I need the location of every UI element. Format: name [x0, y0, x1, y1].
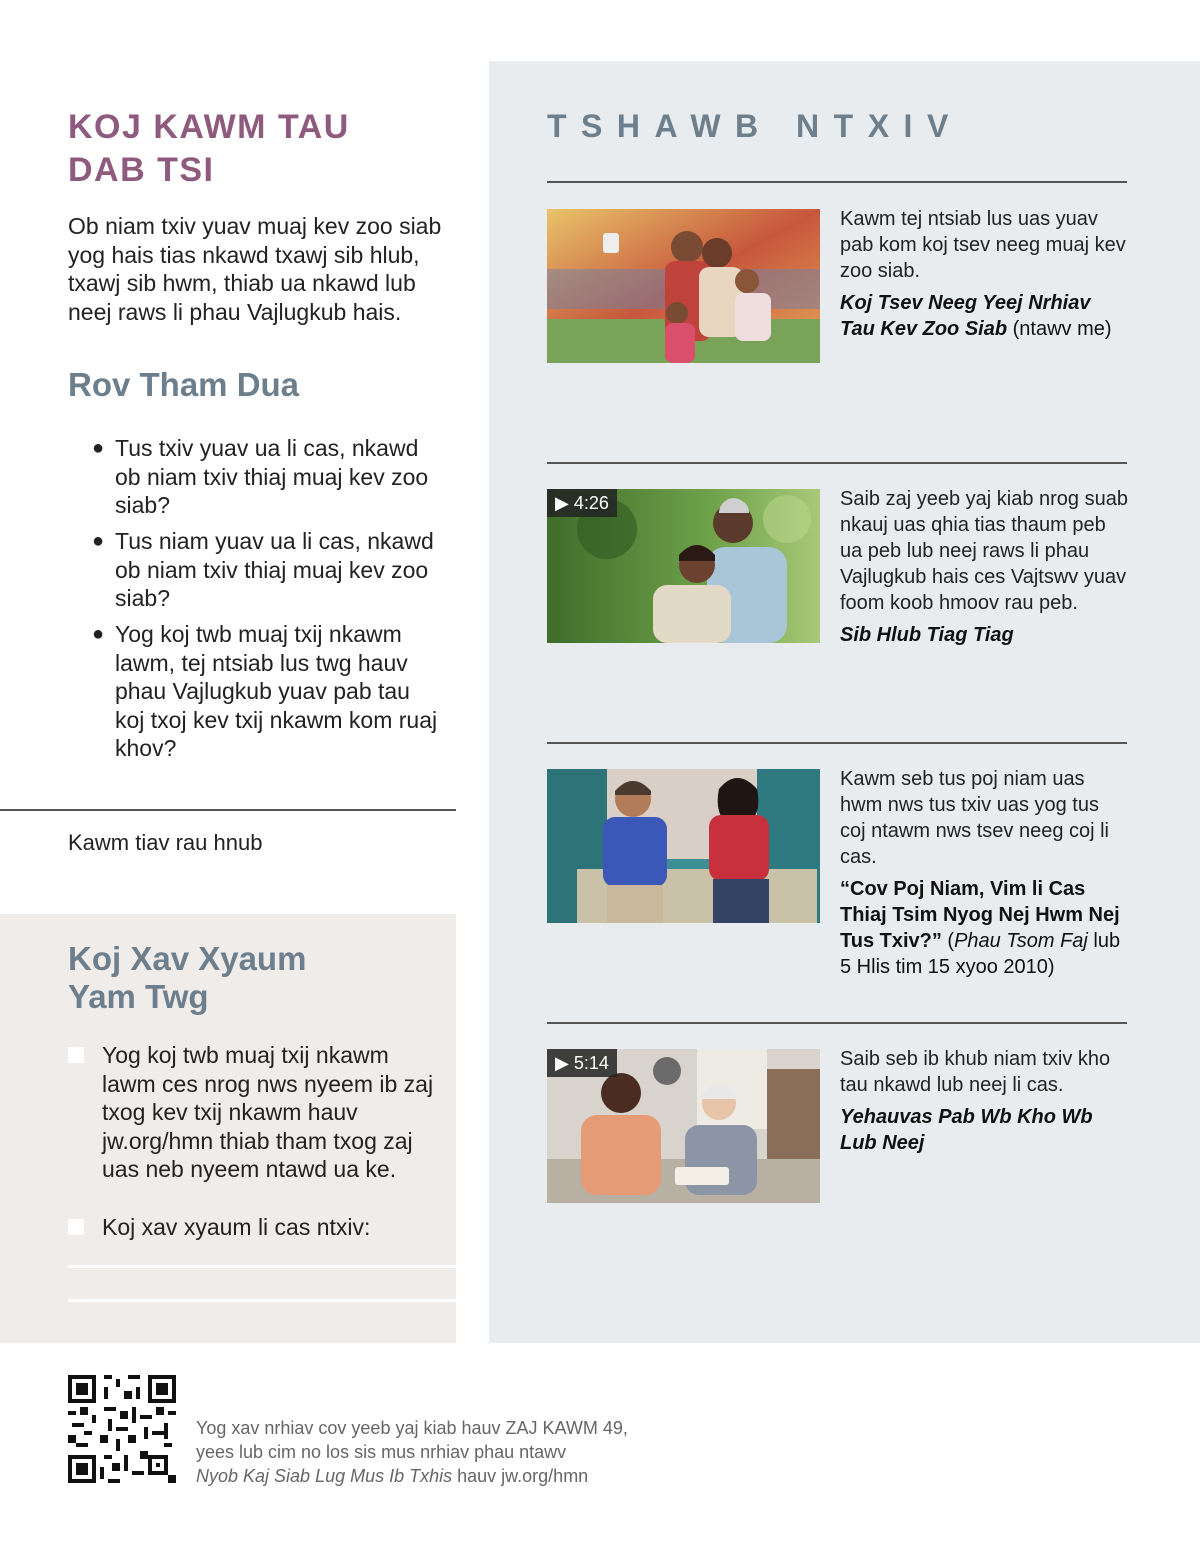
explore-item — [840, 1046, 1130, 1156]
learned-title — [68, 106, 448, 192]
review-item — [92, 620, 442, 763]
try-item — [68, 1213, 438, 1242]
footer-line3: hauv jw.org/hmn — [452, 1466, 589, 1486]
checkbox[interactable] — [68, 1047, 84, 1063]
reference-title[interactable]: Sib Hlub Tiag Tiag — [840, 624, 1014, 646]
divider — [547, 462, 1127, 464]
write-in-line[interactable] — [68, 1299, 456, 1302]
item-reference[interactable] — [840, 876, 1130, 980]
review-item-text: Yog koj twb muaj txij nkawm lawm, tej ntsiab lus twg hauv phau Vajlugkub yuav pab tau koj txoj kev txij nkawm kom ruaj khov? — [115, 621, 438, 761]
qr-code-icon[interactable] — [68, 1375, 176, 1483]
review-item — [92, 434, 442, 520]
reference-suffix: (ntawv me) — [1007, 318, 1112, 340]
try-title-line2: Yam Twg — [68, 978, 209, 1015]
video-duration: ▶ 5:14 — [547, 1049, 617, 1077]
divider — [547, 1022, 1127, 1024]
footer-book-title[interactable]: Nyob Kaj Siab Lug Mus Ib Txhis — [196, 1466, 453, 1486]
learned-title-line2: DAB TSI — [68, 151, 215, 189]
explore-item — [840, 206, 1130, 342]
footer-line2: yees lub cim no los sis mus nrhiav phau ntawv — [196, 1442, 567, 1462]
try-title — [68, 940, 428, 1016]
item-description: Saib seb ib khub niam txiv kho tau nkawd lub neej li cas. — [840, 1048, 1111, 1096]
explore-item — [840, 486, 1130, 648]
review-item-text: Tus niam yuav ua li cas, nkawd ob niam txiv thiaj muaj kev zoo siab? — [115, 528, 434, 611]
family-selfie-photo[interactable] — [547, 209, 820, 363]
couple-reading-bible-photo[interactable] — [547, 1049, 820, 1203]
try-title-line1: Koj Xav Xyaum — [68, 940, 307, 977]
item-reference[interactable] — [840, 290, 1130, 342]
divider — [0, 809, 456, 811]
reference-source: Phau Tsom Faj — [954, 930, 1088, 952]
duration-text: 5:14 — [573, 1053, 609, 1073]
couple-talking-photo[interactable] — [547, 769, 820, 923]
video-duration: ▶ 4:26 — [547, 489, 617, 517]
reference-title[interactable]: Koj Tsev Neeg Yeej Nrhiav Tau Kev Zoo Siab — [840, 292, 1091, 340]
item-description: Kawm tej ntsiab lus uas yuav pab kom koj tsev neeg muaj kev zoo siab. — [840, 208, 1126, 282]
reference-title[interactable]: “Cov Poj Niam, Vim li Cas Thiaj Tsim Nyog Nej Hwm Nej Tus Txiv?” — [840, 878, 1120, 952]
try-item-text: Koj xav xyaum li cas ntxiv: — [102, 1214, 371, 1240]
reference-rest: lub 5 Hlis tim 15 xyoo 2010) — [840, 930, 1121, 978]
reference-title[interactable]: Yehauvas Pab Wb Kho Wb Lub Neej — [840, 1106, 1093, 1154]
learned-summary: Ob niam txiv yuav muaj kev zoo siab yog hais tias nkawd txawj sib hlub, txawj sib hwm, thiab ua nkawd lub neej raws li phau Vajlugkub hais. — [68, 213, 442, 325]
elderly-couple-embrace-photo[interactable] — [547, 489, 820, 643]
explore-title: TSHAWB NTXIV — [547, 108, 963, 144]
footer-line1: Yog xav nrhiav cov yeeb yaj kiab hauv ZAJ KAWM 49, — [196, 1418, 628, 1438]
divider — [547, 181, 1127, 183]
explore-item — [840, 766, 1130, 980]
footer-note — [196, 1416, 716, 1488]
try-item — [68, 1041, 438, 1184]
duration-text: 4:26 — [573, 493, 609, 513]
bullet-icon: ● — [92, 530, 105, 552]
bullet-icon: ● — [92, 437, 105, 459]
item-description: Saib zaj yeeb yaj kiab nrog suab nkauj uas qhia tias thaum peb ua peb lub neej raws li phau Vajlugkub hais ces Vajtswv yuav foom koob hmoov rau peb. — [840, 488, 1128, 614]
bullet-icon: ● — [92, 623, 105, 645]
goal-label: Kawm tiav rau hnub — [68, 830, 263, 855]
divider — [547, 742, 1127, 744]
item-reference[interactable] — [840, 1104, 1130, 1156]
item-description: Kawm seb tus poj niam uas hwm nws tus txiv uas yog tus coj ntawm nws tsev neeg coj li cas. — [840, 768, 1110, 868]
write-in-line[interactable] — [68, 1265, 456, 1268]
reference-open: ( — [941, 930, 955, 952]
review-item-text: Tus txiv yuav ua li cas, nkawd ob niam txiv thiaj muaj kev zoo siab? — [115, 435, 429, 518]
review-item — [92, 527, 442, 613]
item-reference[interactable] — [840, 622, 1130, 648]
try-item-text: Yog koj twb muaj txij nkawm lawm ces nrog nws nyeem ib zaj txog kev txij nkawm hauv jw.org/hmn thiab tham txog zaj uas neb nyeem ntawd ua ke. — [102, 1042, 434, 1182]
review-list — [92, 434, 442, 770]
checkbox[interactable] — [68, 1219, 84, 1235]
learned-title-line1: KOJ KAWM TAU — [68, 108, 350, 146]
review-title: Rov Tham Dua — [68, 366, 300, 403]
